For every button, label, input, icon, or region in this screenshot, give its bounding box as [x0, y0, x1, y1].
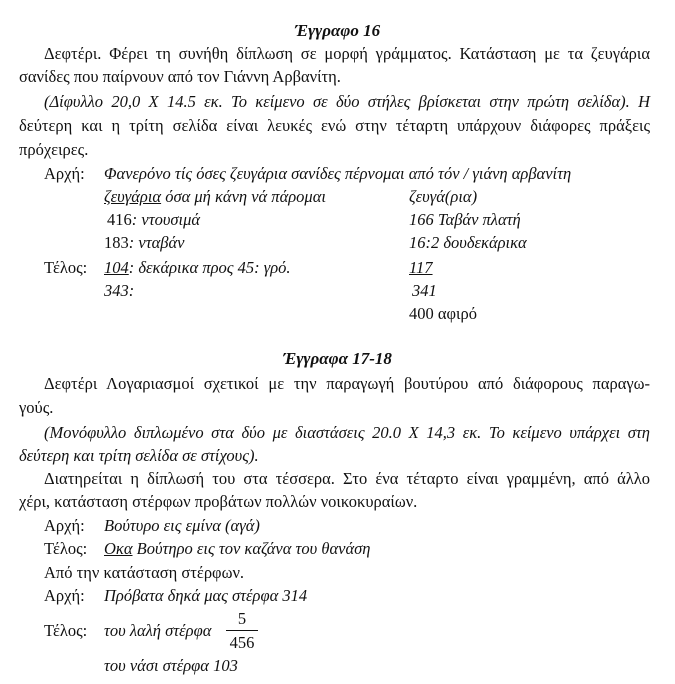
doc17-end2-text: του λαλή στέρφα	[104, 621, 212, 640]
doc17-end-line	[104, 539, 370, 559]
doc16-end-right: 117	[409, 258, 433, 277]
doc17-fraction-bar	[226, 630, 258, 631]
doc16-title: Έγγραφο 16	[294, 21, 381, 40]
doc16-row1-right: 166 Ταβάν πλατή	[409, 210, 521, 229]
doc17-intro-line2: γούς.	[19, 398, 54, 417]
doc16-row2-text: : νταβάν	[128, 233, 185, 252]
doc16-desc-line1: (Δίφυλλο 20,0 Χ 14.5 εκ. Το κείμενο σε δύο στήλες βρίσκεται στην πρώτη σελίδα). Η	[44, 92, 650, 111]
doc16-intro-line2: σανίδες που παίρνουν από τον Γιάννη Αρβανίτη.	[19, 67, 341, 86]
doc17-fold-line2: χέρι, κατάσταση στέρφων προβάτων πολλών νοικοκυραίων.	[19, 492, 418, 511]
doc17-start-text: Βούτυρο εις εμίνα (αγά)	[104, 516, 260, 535]
doc16-desc-line3: πρόχειρες.	[19, 140, 89, 159]
doc16-total-right: 400 αφιρό	[409, 304, 477, 323]
doc17-fold-line1: Διατηρείται η δίπλωσή του στα τέσσερα. Στο ένα τέταρτο είναι γραμμένη, από άλλο	[44, 469, 650, 488]
doc17-desc-line1: (Μονόφυλλο διπλωμένο στα δύο με διαστάσεις 20.0 Χ 14,3 εκ. Το κείμενο υπάρχει στη	[44, 423, 650, 442]
doc17-title: Έγγραφα 17-18	[283, 349, 392, 368]
doc17-state-line: Από την κατάσταση στέρφων.	[44, 563, 245, 582]
doc16-col1-header	[104, 187, 326, 207]
doc17-end-label: Τέλος:	[44, 539, 88, 558]
doc16-sum-right: 341	[412, 281, 437, 300]
doc17-end-text: Βούτηρο εις τον καζάνα του θανάση	[132, 539, 371, 558]
doc16-row1-left	[107, 210, 200, 230]
doc16-intro-line1: Δεφτέρι. Φέρει τη συνήθη δίπλωση σε μορφή γράμματος. Κατάσταση με τα ζευγάρια	[44, 44, 650, 63]
doc16-col1-rest: όσα μή κάνη νά πάρομαι	[161, 187, 326, 206]
doc16-end-num: 104	[104, 258, 129, 277]
doc16-start-text: Φανερόνο τίς όσες ζευγάρια σανίδες πέρνομαι από τόν / γιάνη αρβανίτη	[104, 164, 572, 183]
doc16-end-text: : δεκάρικα προς 45: γρό.	[128, 258, 291, 277]
doc17-last-line: του νάσι στέρφα 103	[104, 656, 238, 675]
doc16-desc-line2: δεύτερη και η τρίτη σελίδα είναι λευκές ενώ στην τέταρτη υπάρχουν διάφορες πράξεις	[19, 116, 650, 135]
doc17-fraction-denominator: 456	[229, 633, 255, 652]
doc17-start2-text: Πρόβατα δηκά μας στέρφα 314	[104, 586, 308, 605]
doc17-start2-label: Αρχή:	[44, 586, 85, 605]
doc16-col1-underlined: ζευγάρια	[104, 187, 162, 206]
doc16-end-label: Τέλος:	[44, 258, 88, 277]
doc16-start-label: Αρχή:	[44, 164, 85, 183]
doc16-row2-num: 183	[104, 233, 129, 252]
doc16-col2-header: ζευγά(ρια)	[409, 187, 478, 206]
doc17-fraction-numerator: 5	[237, 609, 247, 628]
doc16-row2-left	[104, 233, 184, 253]
doc16-row2-right: 16:2 δουδεκάρικα	[409, 233, 527, 252]
doc16-sum-left: 343:	[104, 281, 135, 300]
doc16-end-left	[104, 258, 291, 278]
doc16-row1-text: : ντουσιμά	[131, 210, 201, 229]
doc17-end-underlined: Οκα	[104, 539, 133, 558]
doc17-start-label: Αρχή:	[44, 516, 85, 535]
doc16-row1-num: 416	[107, 210, 132, 229]
doc17-desc-line2: δεύτερη και τρίτη σελίδα σε στίχους).	[19, 446, 259, 465]
doc17-end2-label: Τέλος:	[44, 621, 88, 640]
doc17-intro-line1: Δεφτέρι Λογαριασμοί σχετικοί με την παραγωγή βουτύρου από διάφορους παραγω-	[44, 374, 650, 393]
